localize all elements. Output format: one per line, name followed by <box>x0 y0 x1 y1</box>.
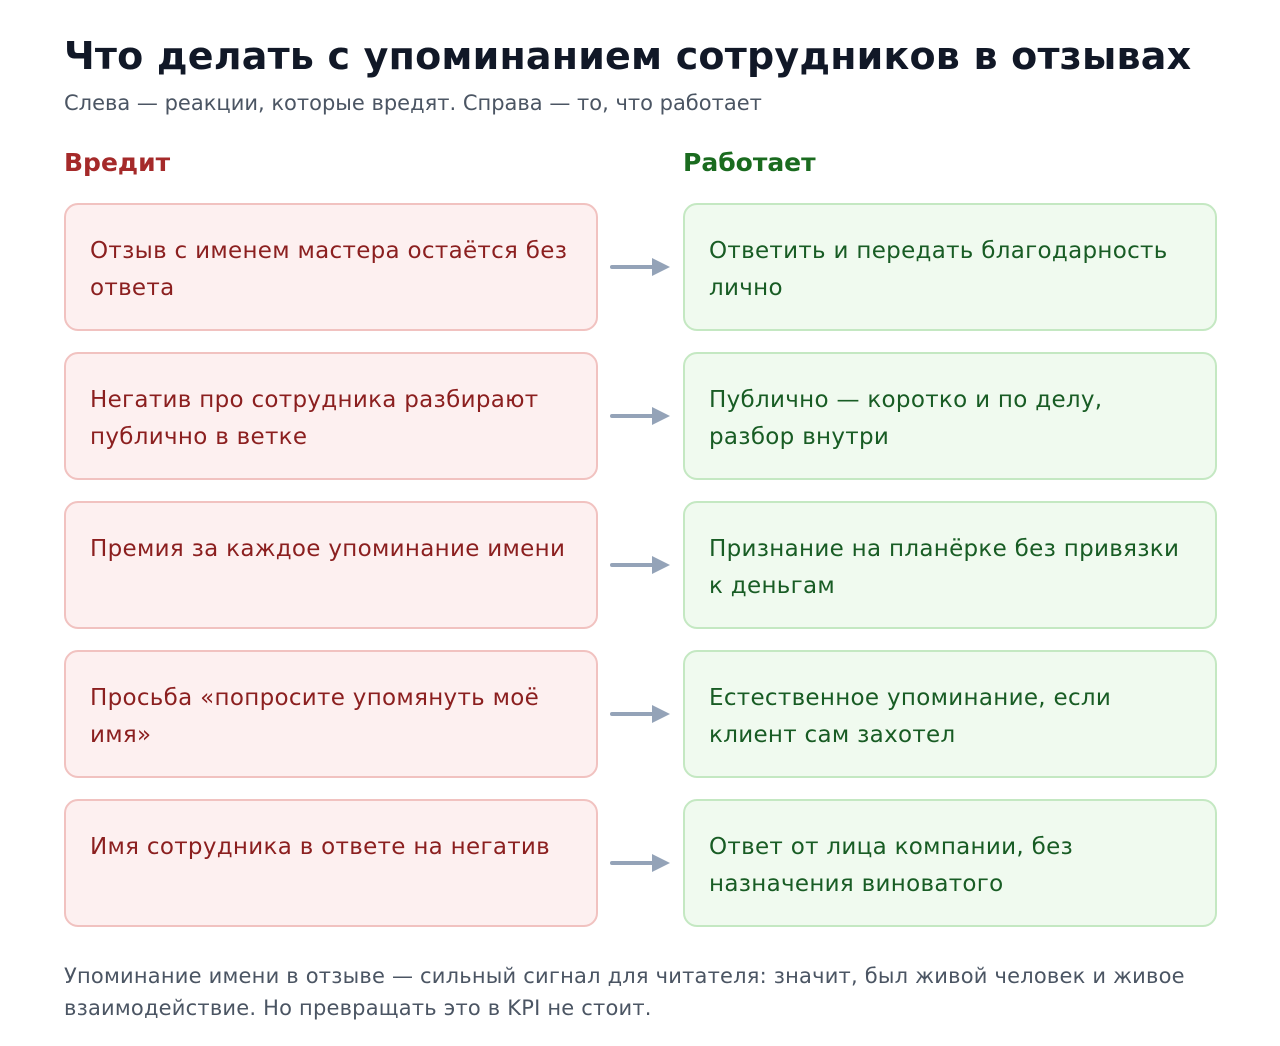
bad-practice-card: Просьба «попросите упомянуть моё имя» <box>64 650 598 778</box>
page-subtitle: Слева — реакции, которые вредят. Справа — то, что работает <box>64 91 762 115</box>
bad-practice-card: Премия за каждое упоминание имени <box>64 501 598 629</box>
good-practice-card: Публично — коротко и по делу, разбор внутри <box>683 352 1217 480</box>
column-heading-bad: Вредит <box>64 148 171 177</box>
arrow-right-icon <box>610 851 672 875</box>
good-practice-card: Признание на планёрке без привязки к деньгам <box>683 501 1217 629</box>
comparison-row <box>64 799 1217 927</box>
comparison-rows <box>64 203 1217 948</box>
comparison-row <box>64 352 1217 480</box>
good-practice-card: Ответ от лица компании, без назначения виноватого <box>683 799 1217 927</box>
good-practice-card: Естественное упоминание, если клиент сам захотел <box>683 650 1217 778</box>
good-practice-card: Ответить и передать благодарность лично <box>683 203 1217 331</box>
footer-note: Упоминание имени в отзыве — сильный сигнал для читателя: значит, был живой человек и живое взаимодействие. Но превращать это в KPI не стоит. <box>64 964 1185 1020</box>
bad-practice-card: Имя сотрудника в ответе на негатив <box>64 799 598 927</box>
arrow-right-icon <box>610 553 672 577</box>
column-heading-good: Работает <box>683 148 816 177</box>
bad-practice-card: Отзыв с именем мастера остаётся без ответа <box>64 203 598 331</box>
arrow-right-icon <box>610 404 672 428</box>
comparison-row <box>64 501 1217 629</box>
comparison-row <box>64 203 1217 331</box>
arrow-right-icon <box>610 255 672 279</box>
arrow-right-icon <box>610 702 672 726</box>
bad-practice-card: Негатив про сотрудника разбирают публично в ветке <box>64 352 598 480</box>
page-title: Что делать с упоминанием сотрудников в отзывах <box>64 34 1192 78</box>
comparison-row <box>64 650 1217 778</box>
